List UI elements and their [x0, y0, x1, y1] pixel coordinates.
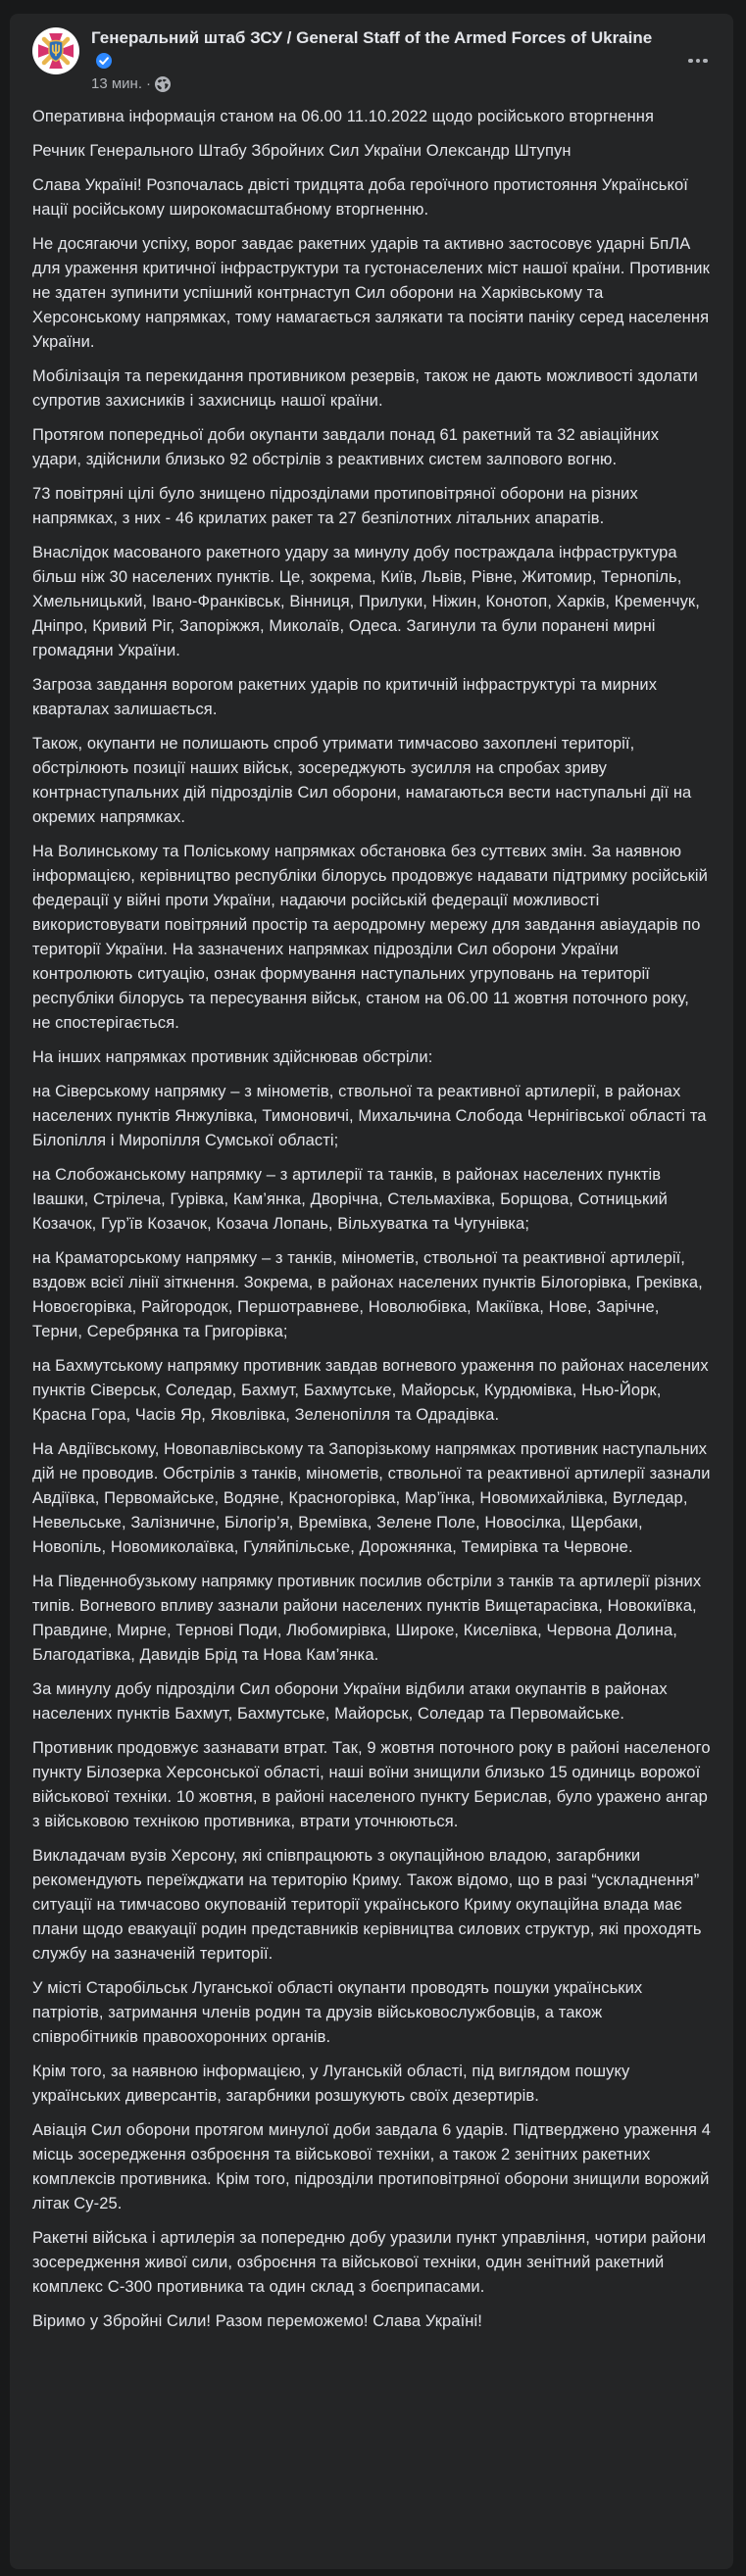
post-paragraph: Протягом попередньої доби окупанти завдали понад 61 ракетний та 32 авіаційних удари, здійснили близько 92 обстрілів з реактивних систем залпового вогню.	[32, 426, 660, 469]
post-paragraph: На Південнобузькому напрямку противник посилив обстріли з танків та артилерії різних типів. Вогневого впливу зазнали райони населених пунктів Вищетарасівка, Новокиївка, Правдине, Мирне, Тернові Поди, Любомирівка, Широке, Киселівка, Червона Долина, Благодатівка, Давидів Брід та Нова Кам’янка.	[32, 1573, 702, 1665]
post-paragraph: Слава Україні! Розпочалась двісті тридцята доба героїчного протистояння Української нації російському широкомасштабному вторгненню.	[32, 176, 688, 219]
badge-row	[96, 53, 652, 70]
general-staff-emblem-icon	[32, 27, 79, 74]
post-paragraph: Противник продовжує зазнавати втрат. Так, 9 жовтня поточного року в районі населеного пункту Білозерка Херсонської області, наші воїни знищили близько 15 одиниць ворожої військової техніки. 10 жовтня, в районі населеного пункту Берислав, було уражено ангар з військовою технікою противника, втрати уточнюються.	[32, 1739, 711, 1831]
post-paragraph: на Краматорському напрямку – з танків, мінометів, ствольної та реактивної артилерії, вздовж всієї лінії зіткнення. Зокрема, в районах населених пунктів Білогорівка, Греківка, Новоєгорівка, Райгородок, Першотравневе, Новолюбівка, Макіївка, Нове, Зарічне, Терни, Серебрянка та Григорівка;	[32, 1249, 703, 1341]
post-header	[10, 14, 733, 93]
post-paragraph: Ракетні війська і артилерія за попередню добу уразили пункт управління, чотири райони зосередження живої сили, озброєння та військової техніки, один зенітний ракетний комплекс С-300 противника та один склад з боєприпасами.	[32, 2229, 707, 2297]
post-paragraph: У місті Старобільськ Луганської області окупанти проводять пошуки українських патріотів, затримання членів родин та друзів військовослужбовців, а також співробітників правоохоронних органів.	[32, 1979, 643, 2047]
post-paragraph: Не досягаючи успіху, ворог завдає ракетних ударів та активно застосовує ударні БпЛА для ураження критичної інфраструктури та густонаселених міст нашої країни. Противник не здатен зупинити успішний контрнаступ Сил оборони на Харківському та Херсонському напрямках, тому намагається залякати та посіяти паніку серед населення України.	[32, 235, 710, 352]
post-paragraph: Загроза завдання ворогом ракетних ударів по критичній інфраструктурі та мирних кварталах залишається.	[32, 676, 658, 719]
public-globe-icon	[155, 76, 171, 92]
post-paragraph: на Бахмутському напрямку противник завдав вогневого ураження по районах населених пунктів Сіверськ, Соледар, Бахмут, Бахмутське, Майорськ, Курдюмівка, Нью-Йорк, Красна Гора, Часів Яр, Яковлівка, Зеленопілля та Одрадівка.	[32, 1357, 709, 1425]
post-paragraph: Речник Генерального Штабу Збройних Сил України Олександр Штупун	[32, 142, 572, 161]
post-paragraph: Оперативна інформація станом на 06.00 11.10.2022 щодо російського вторгнення	[32, 108, 655, 126]
post-paragraph: На Авдіївському, Новопавлівському та Запорізькому напрямках противник наступальних дій не проводив. Обстрілів з танків, мінометів, ствольної та реактивної артилерії зазнали Авдіївка, Первомайське, Водяне, Красногорівка, Мар’їнка, Новомихайлівка, Вугледар, Невельське, Залізничне, Білогір’я, Времівка, Зелене Поле, Новосілка, Щербаки, Новопіль, Новомиколаївка, Гуляйпільське, Дорожнянка, Темирівка та Червоне.	[32, 1440, 711, 1557]
page-avatar[interactable]	[32, 27, 79, 74]
post-paragraph: За минулу добу підрозділи Сил оборони України відбили атаки окупантів в районах населених пунктів Бахмут, Бахмутське, Майорськ, Соледар та Первомайське.	[32, 1680, 668, 1724]
post-header-text	[91, 27, 652, 93]
meta-separator: ·	[146, 75, 151, 93]
ellipsis-dot	[696, 59, 701, 64]
facebook-post-card	[10, 14, 733, 2569]
post-meta-row	[91, 75, 652, 93]
ellipsis-dot	[688, 59, 693, 64]
post-paragraph: на Сіверському напрямку – з мінометів, ствольної та реактивної артилерії, в районах населених пунктів Янжулівка, Тимоновичі, Михальчина Слобода Чернігівської області та Білопілля і Миропілля Сумської області;	[32, 1083, 707, 1150]
verified-badge-icon	[96, 44, 112, 61]
post-paragraph: Мобілізація та перекидання противником резервів, також не дають можливості здолати супротив захисників і захисниць нашої країни.	[32, 367, 698, 411]
post-timestamp[interactable]: 13 мин.	[91, 75, 142, 93]
post-menu-button[interactable]	[680, 43, 716, 78]
ellipsis-dot	[703, 59, 708, 64]
post-paragraph: Викладачам вузів Херсону, які співпрацюють з окупаційною владою, загарбники рекомендують переїжджати на територію Криму. Також відомо, що в разі “ускладнення” ситуації на тимчасово окупованій території українського Криму окупаційна влада має плани щодо евакуації родин представників керівництва силових структур, які проходять службу на зазначеній території.	[32, 1847, 702, 1964]
post-paragraph: 73 повітряні цілі було знищено підрозділами протиповітряної оборони на різних напрямках, з них - 46 крилатих ракет та 27 безпілотних літальних апаратів.	[32, 485, 638, 528]
post-paragraph: Авіація Сил оборони протягом минулої доби завдала 6 ударів. Підтверджено ураження 4 місць зосередження озброєння та військової техніки, а також 2 зенітних ракетних комплексів противника. Крім того, підрозділи протиповітряної оборони знищили ворожий літак Су-25.	[32, 2121, 712, 2213]
post-paragraph: На інших напрямках противник здійснював обстріли:	[32, 1048, 433, 1067]
post-paragraph: Також, окупанти не полишають спроб утримати тимчасово захоплені території, обстрілюють позиції наших військ, зосереджують зусилля на спробах зриву контрнаступальних дій підрозділів Сил оборони, намагаються вести наступальні дії на окремих напрямках.	[32, 735, 692, 827]
post-paragraph: На Волинському та Поліському напрямках обстановка без суттєвих змін. За наявною інформацією, керівництво республіки білорусь продовжує надавати підтримку російській федерації у війні проти України, надаючи російській федерації можливості використовувати повітряний простір та аеродромну мережу для завдання авіаударів по території України. На зазначених напрямках підрозділи Сил оборони України контролюють ситуацію, ознак формування наступальних угруповань на території республіки білорусь та пересування військ, станом на 06.00 11 жовтня поточного року, не спостерігається.	[32, 843, 708, 1033]
post-paragraph: Віримо у Збройні Сили! Разом переможемо! Слава Україні!	[32, 2312, 482, 2331]
page-name-link[interactable]: Генеральний штаб ЗСУ / General Staff of the Armed Forces of Ukraine	[91, 28, 653, 47]
post-text	[10, 93, 733, 2334]
post-paragraph: Крім того, за наявною інформацією, у Луганській області, під виглядом пошуку українських диверсантів, загарбники розшукують своїх дезертирів.	[32, 2063, 630, 2106]
post-paragraph: на Слобожанському напрямку – з артилерії та танків, в районах населених пунктів Івашки, Стрілеча, Гурівка, Кам’янка, Дворічна, Стельмахівка, Борщова, Сотницький Козачок, Гур’їв Козачок, Козача Лопань, Вільхуватка та Чугунівка;	[32, 1166, 668, 1234]
post-paragraph: Внаслідок масованого ракетного удару за минулу добу постраждала інфраструктура більш ніж 30 населених пунктів. Це, зокрема, Київ, Львів, Рівне, Житомир, Тернопіль, Хмельницький, Івано-Франківськ, Вінниця, Прилуки, Ніжин, Конотоп, Харків, Кременчук, Дніпро, Кривий Ріг, Запоріжжя, Миколаїв, Одеса. Загинули та були поранені мирні громадяни України.	[32, 544, 700, 660]
